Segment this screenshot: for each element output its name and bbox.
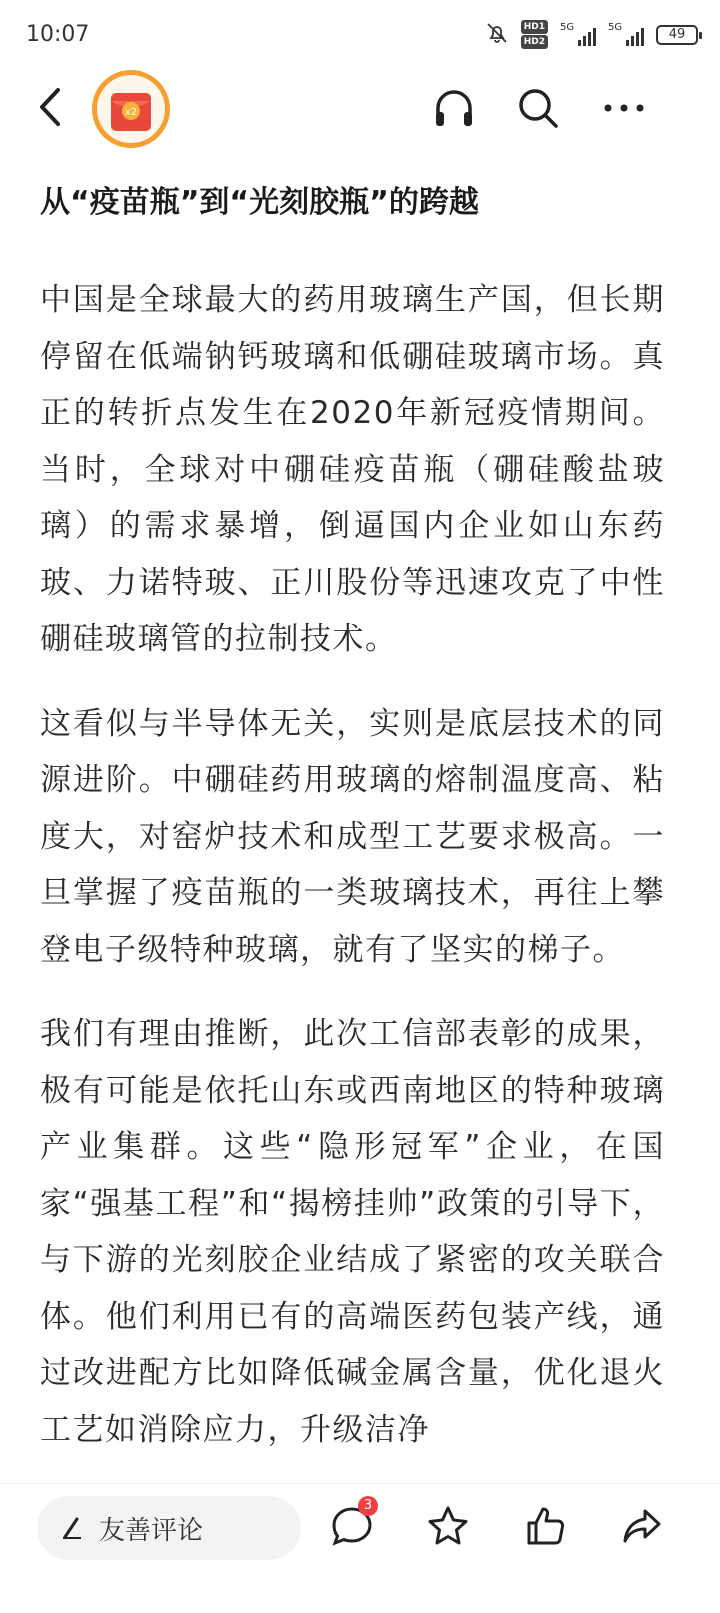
pen-icon bbox=[59, 1515, 85, 1541]
favorite-button[interactable] bbox=[418, 1496, 478, 1556]
section-title: 从“疫苗瓶”到“光刻胶瓶”的跨越 bbox=[40, 185, 479, 220]
share-button[interactable] bbox=[612, 1496, 672, 1556]
paragraph: 我们有理由推断，此次工信部表彰的成果，极有可能是依托山东或西南地区的特种玻璃产业集群。这些“隐形冠军”企业，在国家“强基工程”和“揭榜挂帅”政策的引导下，与下游的光刻胶企业结成了紧密的攻关联合体。他们利用已有的高端医药包装产线，通过改进配方比如降低碱金属含量，优化退火工艺如消除应力，升级洁净 bbox=[40, 1016, 665, 1448]
top-navigation bbox=[0, 70, 720, 150]
status-time: 10:07 bbox=[26, 22, 90, 47]
hd-volte-icon: HD1 HD2 bbox=[521, 20, 548, 49]
comment-placeholder: 友善评论 bbox=[99, 1515, 204, 1546]
red-envelope-icon bbox=[107, 83, 155, 135]
comment-input[interactable] bbox=[37, 1496, 301, 1560]
back-button[interactable] bbox=[30, 82, 74, 132]
chevron-left-icon bbox=[30, 82, 74, 132]
battery-level: 49 bbox=[668, 27, 686, 42]
more-button[interactable] bbox=[600, 84, 648, 132]
star-icon bbox=[425, 1503, 471, 1549]
red-packet-avatar[interactable] bbox=[92, 70, 170, 148]
like-button[interactable] bbox=[516, 1496, 576, 1556]
paragraph: 这看似与半导体无关，实则是底层技术的同源进阶。中硼硅药用玻璃的熔制温度高、粘度大，对窑炉技术和成型工艺要求极高。一旦掌握了疫苗瓶的一类玻璃技术，再往上攀登电子级特种玻璃，就有了坚实的梯子。 bbox=[40, 705, 665, 968]
listen-button[interactable] bbox=[430, 84, 478, 132]
article-body bbox=[40, 178, 665, 1486]
bottom-action-bar bbox=[0, 1483, 720, 1613]
status-icons bbox=[485, 20, 698, 49]
signal-1-icon: 5G bbox=[560, 24, 596, 46]
comment-count-badge: 3 bbox=[358, 1496, 378, 1516]
headphones-icon bbox=[430, 84, 478, 132]
thumbs-up-icon bbox=[523, 1503, 569, 1549]
comments-button[interactable] bbox=[322, 1496, 382, 1556]
svg-text:x2: x2 bbox=[124, 107, 138, 118]
status-bar bbox=[0, 0, 720, 70]
paragraph: 中国是全球最大的药用玻璃生产国，但长期停留在低端钠钙玻璃和低硼硅玻璃市场。真正的转折点发生在2020年新冠疫情期间。当时，全球对中硼硅疫苗瓶（硼硅酸盐玻璃）的需求暴增，倒逼国内企业如山东药玻、力诺特玻、正川股份等迅速攻克了中性硼硅玻璃管的拉制技术。 bbox=[40, 282, 665, 657]
search-icon bbox=[514, 84, 562, 132]
share-arrow-icon bbox=[619, 1503, 665, 1549]
signal-2-icon: 5G bbox=[608, 24, 644, 46]
mute-bell-icon bbox=[485, 21, 509, 49]
more-dots-icon bbox=[600, 84, 648, 132]
search-button[interactable] bbox=[514, 84, 562, 132]
battery-icon bbox=[656, 25, 698, 45]
